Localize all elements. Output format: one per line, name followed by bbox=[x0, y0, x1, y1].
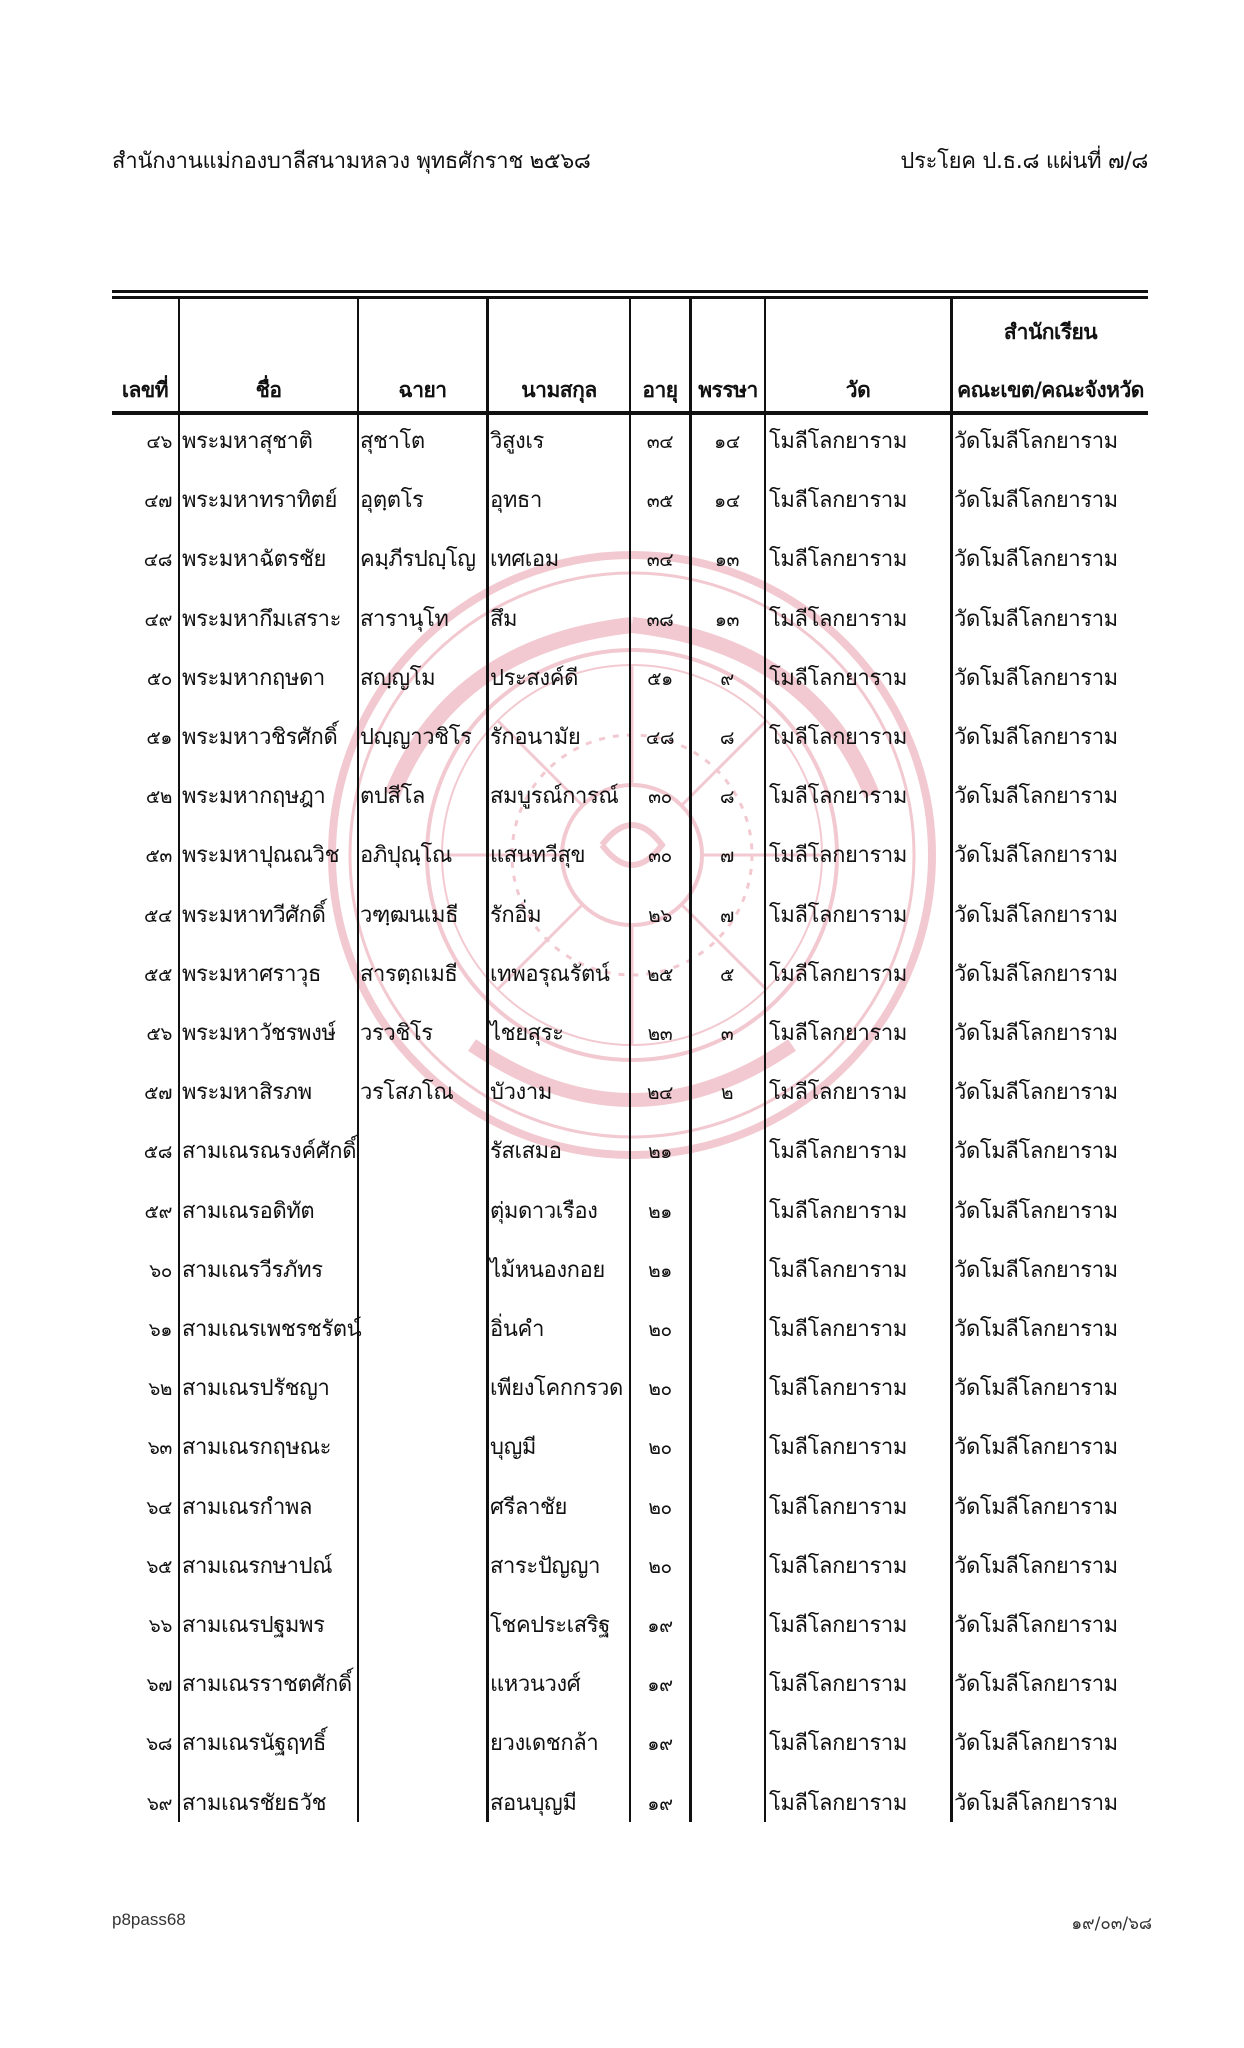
monk-surname: รักอิ่ม bbox=[490, 902, 542, 928]
col-header-school: สำนักเรียน bbox=[1003, 320, 1098, 344]
monk-vassa: ๘ bbox=[719, 786, 735, 809]
monk-name: พระมหาสิรภพ bbox=[182, 1080, 312, 1106]
table-row bbox=[112, 1493, 1148, 1552]
temple-name: โมลีโลกยาราม bbox=[769, 902, 907, 928]
col-header-vassa: พรรษา bbox=[698, 378, 758, 402]
monk-age: ๕๑ bbox=[647, 667, 673, 690]
monk-vassa: ๕ bbox=[720, 963, 734, 986]
school-name: วัดโมลีโลกยาราม bbox=[954, 1553, 1118, 1579]
monk-name: สามเณรปรัชญา bbox=[182, 1376, 330, 1402]
temple-name: โมลีโลกยาราม bbox=[769, 961, 907, 987]
monk-age: ๑๙ bbox=[647, 1615, 673, 1637]
row-number: ๖๙ bbox=[146, 1792, 172, 1815]
school-name: วัดโมลีโลกยาราม bbox=[954, 961, 1118, 987]
table-row bbox=[112, 1374, 1148, 1433]
school-name: วัดโมลีโลกยาราม bbox=[954, 606, 1118, 632]
school-name: วัดโมลีโลกยาราม bbox=[954, 902, 1118, 928]
temple-name: โมลีโลกยาราม bbox=[769, 547, 907, 573]
temple-name: โมลีโลกยาราม bbox=[769, 1198, 907, 1224]
table-row bbox=[112, 1611, 1148, 1670]
monk-age: ๔๘ bbox=[645, 727, 675, 749]
monk-name: พระมหาวชิรศักดิ์ bbox=[182, 725, 338, 750]
monk-vassa: ๙ bbox=[720, 667, 734, 690]
monk-vassa: ๘ bbox=[719, 727, 735, 749]
monk-age: ๒๐ bbox=[648, 1319, 672, 1341]
monk-surname: บุญมี bbox=[490, 1435, 537, 1461]
school-name: วัดโมลีโลกยาราม bbox=[954, 429, 1118, 454]
temple-name: โมลีโลกยาราม bbox=[769, 1731, 907, 1757]
header-office-title: สำนักงานแม่กองบาลีสนามหลวง พุทธศักราช ๒๕๖๘ bbox=[112, 149, 591, 174]
monk-name: สามเณรราชตศักดิ์ bbox=[182, 1672, 352, 1698]
table-row bbox=[112, 782, 1148, 841]
temple-name: โมลีโลกยาราม bbox=[769, 843, 907, 869]
row-number: ๖๘ bbox=[146, 1733, 172, 1756]
row-number: ๕๕ bbox=[144, 963, 172, 986]
monk-vassa: ๑๓ bbox=[714, 549, 740, 572]
monk-alias: วฑฺฒนเมธี bbox=[360, 902, 459, 928]
row-number: ๕๖ bbox=[146, 1023, 172, 1045]
row-number: ๕๓ bbox=[145, 845, 172, 868]
monk-alias: ปญฺญาวชิโร bbox=[360, 725, 472, 750]
monk-age: ๒๕ bbox=[646, 963, 674, 986]
monk-surname: เทพอรุณรัตน์ bbox=[490, 961, 610, 987]
row-number: ๕๐ bbox=[146, 667, 172, 690]
monk-name: สามเณรนัฐฤทธิ์ bbox=[182, 1731, 327, 1757]
monk-name: พระมหาทราทิตย์ bbox=[182, 488, 338, 514]
row-number: ๖๖ bbox=[148, 1615, 172, 1637]
school-name: วัดโมลีโลกยาราม bbox=[954, 1317, 1118, 1342]
monk-surname: รัสเสมอ bbox=[490, 1139, 562, 1165]
monk-vassa: ๑๓ bbox=[714, 608, 740, 631]
monk-surname: โชคประเสริฐ bbox=[490, 1613, 610, 1638]
monk-name: สามเณรชัยธวัช bbox=[182, 1790, 327, 1816]
monk-age: ๒๖ bbox=[648, 904, 672, 927]
table-top-rule bbox=[112, 290, 1148, 293]
header-bottom-rule bbox=[112, 411, 1148, 415]
monk-age: ๓๔ bbox=[646, 549, 674, 572]
temple-name: โมลีโลกยาราม bbox=[769, 665, 907, 691]
monk-name: พระมหาปุณณวิช bbox=[182, 843, 340, 869]
row-number: ๔๙ bbox=[144, 608, 172, 631]
col-header-school-sub: คณะเขต/คณะจังหวัด bbox=[957, 378, 1144, 402]
school-name: วัดโมลีโลกยาราม bbox=[954, 1198, 1118, 1224]
school-name: วัดโมลีโลกยาราม bbox=[954, 1672, 1118, 1698]
monk-alias: อภิปุณฺโณ bbox=[360, 843, 452, 869]
school-name: วัดโมลีโลกยาราม bbox=[954, 1790, 1118, 1816]
temple-name: โมลีโลกยาราม bbox=[769, 429, 907, 454]
school-name: วัดโมลีโลกยาราม bbox=[954, 1494, 1118, 1520]
col-header-no: เลขที่ bbox=[121, 378, 169, 402]
monk-age: ๒๔ bbox=[646, 1082, 674, 1105]
school-name: วัดโมลีโลกยาราม bbox=[954, 1080, 1118, 1106]
school-name: วัดโมลีโลกยาราม bbox=[954, 1435, 1118, 1461]
table-row bbox=[112, 1256, 1148, 1315]
temple-name: โมลีโลกยาราม bbox=[769, 1139, 907, 1165]
temple-name: โมลีโลกยาราม bbox=[769, 1317, 907, 1342]
temple-name: โมลีโลกยาราม bbox=[769, 1672, 907, 1698]
monk-vassa: ๗ bbox=[720, 904, 734, 927]
col-header-age: อายุ bbox=[642, 378, 678, 402]
monk-age: ๒๑ bbox=[648, 1200, 672, 1223]
temple-name: โมลีโลกยาราม bbox=[769, 488, 907, 514]
monk-age: ๒๐ bbox=[648, 1555, 672, 1578]
monk-surname: สอนบุญมี bbox=[490, 1790, 577, 1816]
table-row bbox=[112, 1137, 1148, 1196]
monk-name: พระมหาวัชรพงษ์ bbox=[182, 1021, 336, 1046]
monk-name: พระมหาฉัตรชัย bbox=[182, 547, 327, 573]
temple-name: โมลีโลกยาราม bbox=[769, 606, 907, 632]
monk-surname: แหวนวงศ์ bbox=[490, 1672, 581, 1698]
table-row bbox=[112, 545, 1148, 604]
school-name: วัดโมลีโลกยาราม bbox=[954, 1731, 1118, 1757]
col-header-wat: วัด bbox=[845, 378, 871, 402]
table-row bbox=[112, 1078, 1148, 1137]
monk-surname: ประสงค์ดี bbox=[490, 665, 578, 691]
monk-name: พระมหาทวีศักดิ์ bbox=[182, 902, 326, 928]
monk-surname: เพียงโคกกรวด bbox=[490, 1376, 623, 1402]
row-number: ๖๓ bbox=[147, 1437, 172, 1460]
monk-age: ๒๑ bbox=[648, 1141, 672, 1164]
table-row bbox=[112, 1315, 1148, 1374]
monk-name: พระมหากฤษฎา bbox=[182, 784, 326, 810]
temple-name: โมลีโลกยาราม bbox=[769, 1553, 907, 1579]
monk-age: ๑๙ bbox=[647, 1792, 673, 1815]
monk-surname: เทศเอม bbox=[490, 547, 559, 573]
monk-vassa: ๓ bbox=[720, 1023, 734, 1045]
row-number: ๖๐ bbox=[149, 1259, 172, 1282]
temple-name: โมลีโลกยาราม bbox=[769, 1435, 907, 1461]
monk-age: ๓๕ bbox=[646, 490, 674, 513]
monk-age: ๑๙ bbox=[647, 1733, 673, 1756]
monk-age: ๒๐ bbox=[648, 1378, 672, 1401]
monk-age: ๒๐ bbox=[648, 1437, 672, 1460]
temple-name: โมลีโลกยาราม bbox=[769, 725, 907, 750]
table-row bbox=[112, 664, 1148, 723]
table-row bbox=[112, 1197, 1148, 1256]
row-number: ๖๔ bbox=[146, 1496, 172, 1519]
footer-code: p8pass68 bbox=[112, 1910, 186, 1929]
monk-name: สามเณรกฤษณะ bbox=[182, 1435, 331, 1461]
monk-alias: ตปสีโล bbox=[360, 784, 425, 810]
school-name: วัดโมลีโลกยาราม bbox=[954, 1376, 1118, 1402]
monk-surname: สมบูรณ์การณ์ bbox=[490, 784, 619, 810]
table-row bbox=[112, 723, 1148, 782]
temple-name: โมลีโลกยาราม bbox=[769, 1376, 907, 1402]
monk-age: ๓๔ bbox=[646, 431, 674, 453]
monk-name: สามเณรวีรภัทร bbox=[182, 1257, 323, 1283]
monk-age: ๓๐ bbox=[648, 786, 672, 809]
temple-name: โมลีโลกยาราม bbox=[769, 1790, 907, 1816]
col-header-name: ชื่อ bbox=[255, 378, 282, 402]
table-row bbox=[112, 427, 1148, 486]
row-number: ๔๘ bbox=[143, 549, 172, 572]
school-name: วัดโมลีโลกยาราม bbox=[954, 1613, 1118, 1638]
table-row bbox=[112, 901, 1148, 960]
temple-name: โมลีโลกยาราม bbox=[769, 1613, 907, 1638]
table-row bbox=[112, 1433, 1148, 1492]
monk-surname: อิ่นคำ bbox=[490, 1317, 545, 1342]
monk-name: สามเณรเพชรชรัตน์ bbox=[182, 1317, 362, 1342]
col-header-alias: ฉายา bbox=[398, 378, 447, 402]
monk-surname: ไชยสุระ bbox=[490, 1021, 564, 1046]
monk-vassa: ๒ bbox=[720, 1082, 734, 1105]
row-number: ๕๗ bbox=[144, 1082, 172, 1105]
monk-surname: ไม้หนองกอย bbox=[490, 1257, 605, 1283]
monk-name: สามเณรปฐมพร bbox=[182, 1613, 325, 1638]
monk-age: ๒๐ bbox=[648, 1496, 672, 1519]
row-number: ๖๗ bbox=[146, 1674, 172, 1697]
row-number: ๖๒ bbox=[148, 1378, 172, 1401]
monk-name: สามเณรณรงค์ศักดิ์ bbox=[182, 1139, 357, 1165]
school-name: วัดโมลีโลกยาราม bbox=[954, 843, 1118, 869]
school-name: วัดโมลีโลกยาราม bbox=[954, 1021, 1118, 1046]
monk-alias: สญฺญโม bbox=[360, 665, 436, 691]
row-number: ๕๘ bbox=[143, 1141, 172, 1164]
monk-name: พระมหาศราวุธ bbox=[182, 961, 322, 987]
school-name: วัดโมลีโลกยาราม bbox=[954, 1139, 1118, 1165]
monk-name: พระมหากฤษดา bbox=[182, 665, 325, 691]
school-name: วัดโมลีโลกยาราม bbox=[954, 488, 1118, 514]
monk-age: ๒๑ bbox=[648, 1259, 672, 1282]
monk-surname: สาระปัญญา bbox=[490, 1553, 601, 1579]
monk-alias: สารานุโท bbox=[360, 606, 449, 632]
monk-alias: สารตฺถเมธี bbox=[360, 961, 458, 987]
school-name: วัดโมลีโลกยาราม bbox=[954, 665, 1118, 691]
table-row bbox=[112, 486, 1148, 545]
row-number: ๔๗ bbox=[144, 490, 172, 513]
school-name: วัดโมลีโลกยาราม bbox=[954, 547, 1118, 573]
row-number: ๖๑ bbox=[148, 1319, 172, 1341]
monk-surname: ศรีลาชัย bbox=[490, 1494, 568, 1520]
col-header-surname: นามสกุล bbox=[521, 378, 597, 402]
monk-surname: อุทธา bbox=[490, 488, 542, 514]
table-row bbox=[112, 1729, 1148, 1788]
temple-name: โมลีโลกยาราม bbox=[769, 1021, 907, 1046]
monk-alias: คมฺภีรปญฺโญ bbox=[360, 547, 476, 573]
monk-age: ๓๐ bbox=[648, 845, 672, 868]
monk-surname: แสนทวีสุข bbox=[490, 843, 586, 869]
table-row bbox=[112, 1552, 1148, 1611]
monk-age: ๒๓ bbox=[647, 1023, 673, 1045]
monk-surname: สึม bbox=[490, 606, 518, 632]
footer-date: ๑๙/๐๓/๖๘ bbox=[1071, 1914, 1152, 1934]
monk-surname: วิสูงเร bbox=[490, 429, 544, 454]
row-number: ๖๕ bbox=[146, 1555, 172, 1578]
school-name: วัดโมลีโลกยาราม bbox=[954, 784, 1118, 810]
monk-name: สามเณรกำพล bbox=[182, 1494, 313, 1520]
row-number: ๕๔ bbox=[144, 904, 172, 927]
monk-alias: วรโสภโณ bbox=[360, 1080, 454, 1106]
header-sheet-info: ประโยค ป.ธ.๘ แผ่นที่ ๗/๘ bbox=[900, 149, 1148, 174]
table-row bbox=[112, 605, 1148, 664]
monk-name: สามเณรอดิทัต bbox=[182, 1198, 315, 1224]
school-name: วัดโมลีโลกยาราม bbox=[954, 725, 1118, 750]
monk-surname: บัวงาม bbox=[490, 1080, 552, 1106]
monk-alias: วรวชิโร bbox=[360, 1021, 433, 1046]
table-row bbox=[112, 1019, 1148, 1078]
monk-vassa: ๑๔ bbox=[714, 431, 740, 453]
row-number: ๕๙ bbox=[144, 1200, 172, 1223]
temple-name: โมลีโลกยาราม bbox=[769, 1257, 907, 1283]
school-name: วัดโมลีโลกยาราม bbox=[954, 1257, 1118, 1283]
monk-surname: ยวงเดชกล้า bbox=[490, 1731, 599, 1757]
table-row bbox=[112, 960, 1148, 1019]
temple-name: โมลีโลกยาราม bbox=[769, 784, 907, 810]
monk-vassa: ๑๔ bbox=[714, 490, 740, 513]
monk-alias: อุตฺตโร bbox=[360, 488, 424, 514]
monk-name: พระมหากึมเสราะ bbox=[182, 606, 342, 632]
monk-vassa: ๗ bbox=[720, 845, 734, 868]
temple-name: โมลีโลกยาราม bbox=[769, 1080, 907, 1106]
temple-name: โมลีโลกยาราม bbox=[769, 1494, 907, 1520]
row-number: ๔๖ bbox=[146, 431, 172, 453]
monk-name: พระมหาสุชาติ bbox=[182, 429, 313, 454]
table-row bbox=[112, 1670, 1148, 1729]
table-row bbox=[112, 841, 1148, 900]
table-row bbox=[112, 1789, 1148, 1848]
row-number: ๕๑ bbox=[146, 727, 172, 749]
monk-alias: สุชาโต bbox=[360, 429, 425, 454]
monk-surname: รักอนามัย bbox=[490, 725, 581, 750]
row-number: ๕๒ bbox=[145, 786, 172, 809]
monk-age: ๑๙ bbox=[647, 1674, 673, 1697]
monk-age: ๓๘ bbox=[646, 608, 674, 631]
monk-surname: ตุ่มดาวเรือง bbox=[490, 1198, 598, 1224]
monk-name: สามเณรกษาปณ์ bbox=[182, 1553, 333, 1579]
